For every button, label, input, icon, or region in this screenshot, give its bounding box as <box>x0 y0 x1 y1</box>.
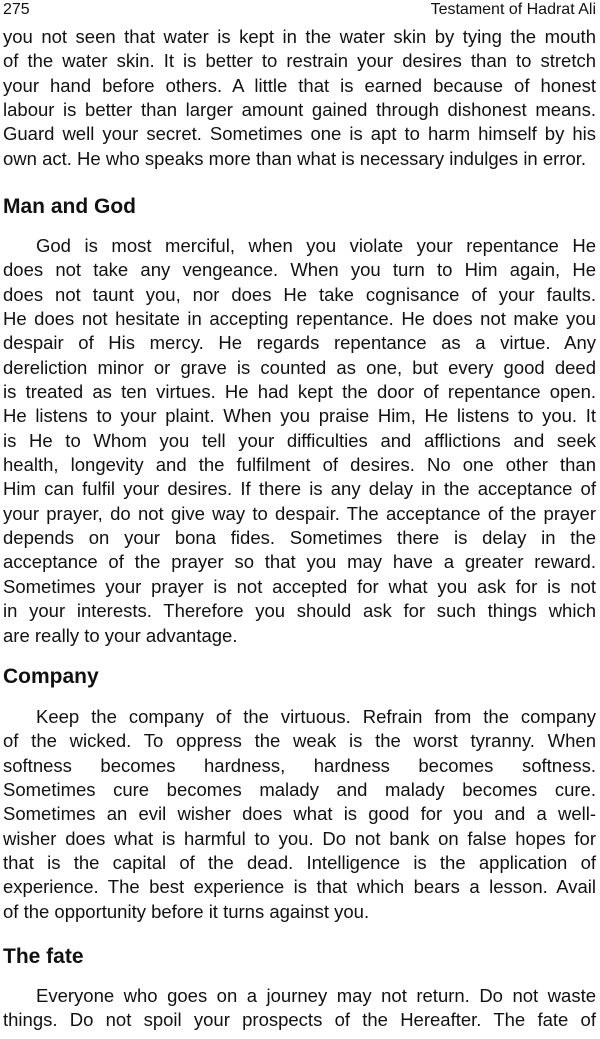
section-heading-the-fate: The fate <box>3 945 84 968</box>
text-line: in your interests. Therefore you should ask for such things which <box>3 600 596 622</box>
text-line: God is most merciful, when you violate your repentance He <box>36 235 596 256</box>
text-line: He does not hesitate in accepting repentance. He does not make you <box>3 308 596 330</box>
text-line: does not take any vengeance. When you turn to Him again, He <box>3 259 596 281</box>
text-line: Everyone who goes on a journey may not return. Do not waste <box>36 985 596 1006</box>
text-line: health, longevity and the fulfilment of desires. No one other than <box>3 454 596 476</box>
text-line: labour is better than larger amount gained through dishonest means. <box>3 99 596 121</box>
text-line: you not seen that water is kept in the water skin by tying the mouth <box>3 26 596 47</box>
text-line: your hand before others. A little that is earned because of honest <box>3 74 596 96</box>
text-line: is He to Whom you tell your difficulties and afflictions and seek <box>3 429 596 451</box>
text-line: wisher does what is harmful to you. Do not bank on false hopes for <box>3 827 596 849</box>
text-line: experience. The best experience is that which bears a lesson. Avail <box>3 876 596 898</box>
text-line: softness becomes hardness, hardness becomes softness. <box>3 754 596 776</box>
page-number: 275 <box>3 1 30 18</box>
text-line: own act. He who speaks more than what is necessary indulges in error. <box>3 147 587 169</box>
section-heading-company: Company <box>3 665 99 688</box>
text-line: of the opportunity before it turns against you. <box>3 900 370 922</box>
text-line: dereliction minor or grave is counted as one, but every good deed <box>3 356 596 378</box>
text-line: depends on your bona fides. Sometimes there is delay in the <box>3 527 596 549</box>
text-line: Sometimes cure becomes malady and malady becomes cure. <box>3 779 596 801</box>
text-line: of the wicked. To oppress the weak is the worst tyranny. When <box>3 730 596 752</box>
text-line: that is the capital of the dead. Intelligence is the application of <box>3 852 596 874</box>
paragraph-company <box>3 705 596 924</box>
paragraph-man-and-god <box>3 234 596 648</box>
running-title: Testament of Hadrat Ali <box>430 1 596 18</box>
text-line: of the water skin. It is better to restrain your desires than to stretch <box>3 50 596 72</box>
text-line: Guard well your secret. Sometimes one is apt to harm himself by his <box>3 123 596 145</box>
text-line: He listens to your plaint. When you praise Him, He listens to you. It <box>3 405 596 427</box>
section-heading-man-and-god: Man and God <box>3 195 136 218</box>
text-line: is treated as ten virtues. He had kept the door of repentance open. <box>3 381 596 403</box>
page-header <box>0 0 600 26</box>
text-line: does not taunt you, nor does He take cognisance of your faults. <box>3 283 596 305</box>
text-line: Sometimes an evil wisher does what is good for you and a well- <box>3 803 596 825</box>
text-line: Sometimes your prayer is not accepted for what you ask for is not <box>3 575 596 597</box>
text-line: despair of His mercy. He regards repentance as a virtue. Any <box>3 332 596 354</box>
paragraph-the-fate <box>3 984 596 1033</box>
text-line: things. Do not spoil your prospects of the Hereafter. The fate of <box>3 1009 596 1031</box>
text-line: Him can fulfil your desires. If there is any delay in the acceptance of <box>3 478 596 500</box>
text-line: acceptance of the prayer so that you may have a greater reward. <box>3 551 596 573</box>
text-line: Keep the company of the virtuous. Refrain from the company <box>36 706 596 727</box>
text-line: are really to your advantage. <box>3 624 238 646</box>
paragraph-continuation <box>3 25 596 171</box>
text-line: your prayer, do not give way to despair. The acceptance of the prayer <box>3 502 596 524</box>
